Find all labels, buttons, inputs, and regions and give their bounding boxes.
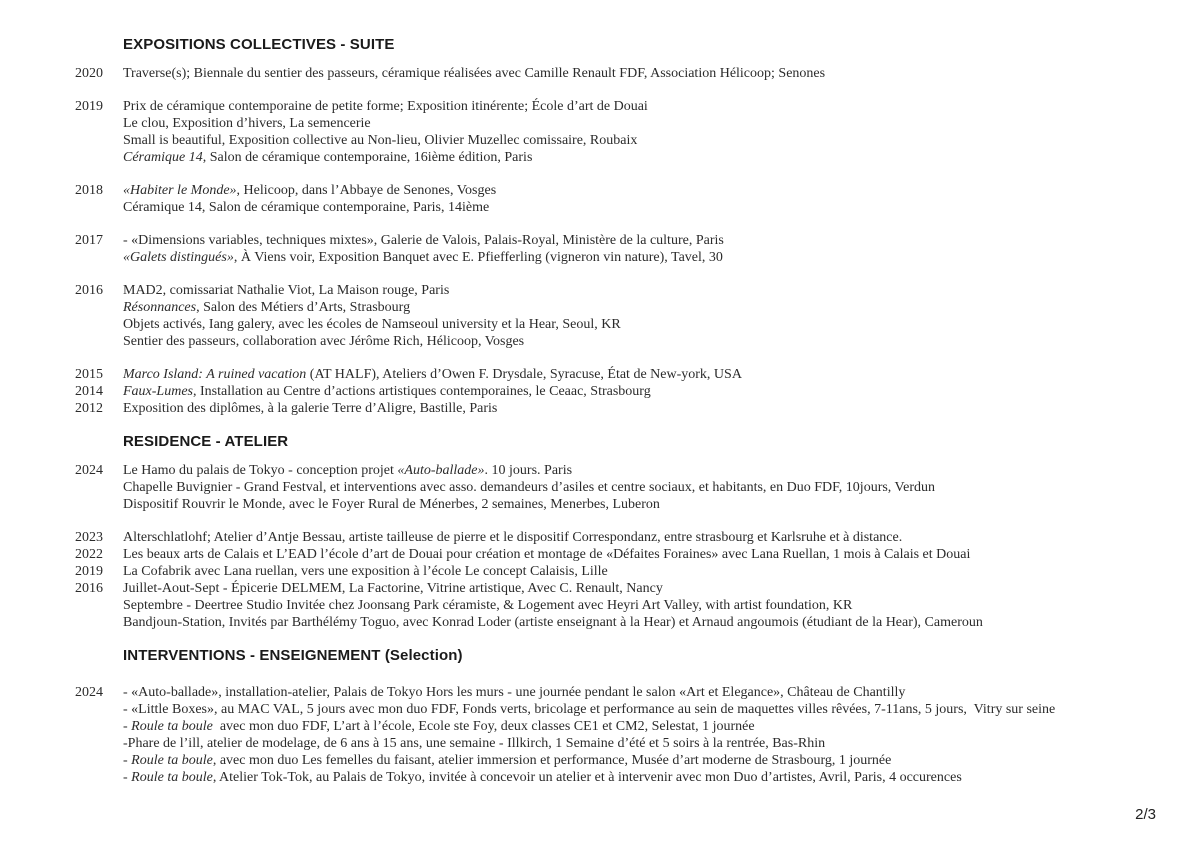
entry-text [123, 701, 1160, 718]
entry-text [123, 316, 1160, 333]
entry-year [75, 316, 123, 333]
entry-text [123, 333, 1160, 350]
entry-text-segment: , À Viens voir, Exposition Banquet avec E. Pfiefferling (vigneron vin nature), Tavel, 30 [233, 250, 723, 265]
entry-block [75, 684, 1160, 786]
entry-text [123, 366, 1160, 383]
entry-row [75, 316, 1160, 333]
entry-text-segment: , avec mon duo Les femelles du faisant, atelier immersion et performance, Musée d’art moderne de Strasbourg, 1 journée [212, 753, 892, 768]
entry-text [123, 735, 1160, 752]
entry-row [75, 98, 1160, 115]
entry-text-segment: - «Little Boxes», au MAC VAL, 5 jours avec mon duo FDF, Fonds verts, bricolage et performance au sein de maquettes villes rêvées, 7-11ans, 5 jours, Vitry sur seine [123, 702, 1056, 717]
entry-year: 2015 [75, 367, 103, 382]
entry-text-segment: Sentier des passeurs, collaboration avec Jérôme Rich, Hélicoop, Vosges [123, 334, 525, 349]
sections-root [75, 36, 1160, 786]
section-title: RESIDENCE - ATELIER [123, 433, 289, 450]
entry-text [123, 115, 1160, 132]
entry-text-italic-segment: Faux-Lumes [123, 384, 193, 399]
entry-year: 2019 [75, 564, 103, 579]
entry-text-segment: , Salon de céramique contemporaine, 16ième édition, Paris [202, 150, 533, 165]
entry-text [123, 546, 1160, 563]
entry-year: 2024 [75, 463, 103, 478]
entry-row [75, 299, 1160, 316]
entry-text-segment: - [123, 719, 132, 734]
entry-text-segment: - [123, 770, 132, 785]
entry-year [75, 735, 123, 752]
entry-row [75, 462, 1160, 479]
entry-row [75, 149, 1160, 166]
entry-row [75, 563, 1160, 580]
section-title: EXPOSITIONS COLLECTIVES - SUITE [123, 36, 395, 53]
entry-text-italic-segment: «Habiter le Monde» [123, 183, 237, 198]
entry-text-italic-segment: Roule ta boule [131, 770, 213, 785]
document-section [75, 36, 1160, 417]
entry-row [75, 366, 1160, 383]
entry-year [75, 199, 123, 216]
entry-row [75, 496, 1160, 513]
entry-text-segment: Small is beautiful, Exposition collective au Non-lieu, Olivier Muzellec comissaire, Roubaix [123, 133, 638, 148]
entry-text [123, 752, 1160, 769]
entry-year [75, 249, 123, 266]
entry-text-segment: , Atelier Tok-Tok, au Palais de Tokyo, invitée à concevoir un atelier et à intervenir avec mon Duo d’artistes, Avril, Paris, 4 occurences [212, 770, 962, 785]
entry-block [75, 182, 1160, 216]
entry-block [75, 232, 1160, 266]
section-title: INTERVENTIONS - ENSEIGNEMENT (Selection) [123, 647, 463, 664]
entry-text-segment: Céramique 14, Salon de céramique contemporaine, Paris, 14ième [123, 200, 490, 215]
entry-row [75, 333, 1160, 350]
entry-text [123, 282, 1160, 299]
entry-block [75, 65, 1160, 82]
entry-text [123, 132, 1160, 149]
document-section [75, 647, 1160, 786]
entry-year [75, 614, 123, 631]
entry-year [75, 333, 123, 350]
entry-row [75, 769, 1160, 786]
entry-row [75, 529, 1160, 546]
entry-row [75, 614, 1160, 631]
entry-year [75, 769, 123, 786]
entry-text [123, 232, 1160, 249]
entry-text [123, 479, 1160, 496]
entry-text-segment: , Installation au Centre d’actions artistiques contemporaines, le Ceaac, Strasbourg [193, 384, 651, 399]
entry-text [123, 684, 1160, 701]
entry-text-italic-segment: Roule ta boule [131, 719, 213, 734]
entry-row [75, 199, 1160, 216]
entry-row [75, 115, 1160, 132]
entry-text [123, 769, 1160, 786]
entry-text-segment: Dispositif Rouvrir le Monde, avec le Foyer Rural de Ménerbes, 2 semaines, Menerbes, Luberon [123, 497, 660, 512]
entry-text-segment: La Cofabrik avec Lana ruellan, vers une exposition à l’école Le concept Calaisis, Lille [123, 564, 608, 579]
entry-row [75, 718, 1160, 735]
entry-text [123, 614, 1160, 631]
entry-text-italic-segment: Marco Island: A ruined vacation [123, 367, 307, 382]
entry-text-segment: Traverse(s); Biennale du sentier des passeurs, céramique réalisées avec Camille Renault FDF, Association Hélicoop; Senones [123, 66, 826, 81]
entry-text [123, 563, 1160, 580]
entry-text-segment: Juillet-Aout-Sept - Épicerie DELMEM, La Factorine, Vitrine artistique, Avec C. Renault, Nancy [123, 581, 663, 596]
entry-year [75, 299, 123, 316]
entry-row [75, 546, 1160, 563]
entry-year: 2016 [75, 283, 103, 298]
entry-year: 2014 [75, 384, 103, 399]
entry-text [123, 149, 1160, 166]
entry-text-segment: , Salon des Métiers d’Arts, Strasbourg [196, 300, 411, 315]
entry-text [123, 400, 1160, 417]
entry-text-segment: . 10 jours. Paris [484, 463, 573, 478]
entry-row [75, 232, 1160, 249]
entry-text-segment: avec mon duo FDF, L’art à l’école, Ecole ste Foy, deux classes CE1 et CM2, Selestat, 1 journée [212, 719, 755, 734]
entry-text-italic-segment: «Auto-ballade» [397, 463, 485, 478]
entry-text-segment: Exposition des diplômes, à la galerie Terre d’Aligre, Bastille, Paris [123, 401, 498, 416]
entry-text-segment: Prix de céramique contemporaine de petite forme; Exposition itinérente; École d’art de Douai [123, 99, 648, 114]
entry-year [75, 718, 123, 735]
entry-text [123, 199, 1160, 216]
entry-text-segment: - «Dimensions variables, techniques mixtes», Galerie de Valois, Palais-Royal, Ministère de la culture, Paris [123, 233, 724, 248]
entry-year [75, 701, 123, 718]
entry-text [123, 529, 1160, 546]
entry-text [123, 98, 1160, 115]
entry-text [123, 249, 1160, 266]
page-number: 2/3 [1135, 806, 1156, 823]
entry-row [75, 701, 1160, 718]
entry-year: 2012 [75, 401, 103, 416]
entry-year: 2024 [75, 685, 103, 700]
entry-text-segment: - «Auto-ballade», installation-atelier, Palais de Tokyo Hors les murs - une journée pendant le salon «Art et Elegance», Château de Chantilly [123, 685, 906, 700]
entry-year: 2016 [75, 581, 103, 596]
entry-row [75, 684, 1160, 701]
entry-block [75, 462, 1160, 513]
entry-text [123, 462, 1160, 479]
document-section [75, 433, 1160, 631]
entry-block [75, 529, 1160, 631]
entry-text [123, 597, 1160, 614]
entry-year: 2019 [75, 99, 103, 114]
entry-text-italic-segment: Résonnances [123, 300, 197, 315]
entry-block [75, 366, 1160, 417]
entry-text [123, 299, 1160, 316]
entry-text-segment: Le clou, Exposition d’hivers, La semencerie [123, 116, 371, 131]
entry-year: 2017 [75, 233, 103, 248]
entry-row [75, 249, 1160, 266]
entry-text-segment: Le Hamo du palais de Tokyo - conception projet [123, 463, 398, 478]
entry-year [75, 132, 123, 149]
entry-text-segment: (AT HALF), Ateliers d’Owen F. Drysdale, Syracuse, État de New-york, USA [306, 367, 742, 382]
entry-year [75, 479, 123, 496]
entry-text-segment: Chapelle Buvignier - Grand Festval, et interventions avec asso. demandeurs d’asiles et centre sociaux, et habitants, en Duo FDF, 10jours, Verdun [123, 480, 935, 495]
entry-year [75, 496, 123, 513]
entry-block [75, 282, 1160, 350]
entry-row [75, 383, 1160, 400]
entry-text [123, 496, 1160, 513]
entry-row [75, 580, 1160, 597]
entry-row [75, 735, 1160, 752]
entry-row [75, 752, 1160, 769]
entry-year [75, 597, 123, 614]
entry-text-segment: , Helicoop, dans l’Abbaye de Senones, Vosges [236, 183, 497, 198]
entry-text-segment: Objets activés, Iang galery, avec les écoles de Namseoul university et la Hear, Seoul, KR [123, 317, 621, 332]
entry-year: 2022 [75, 547, 103, 562]
entry-text [123, 383, 1160, 400]
entry-year: 2018 [75, 183, 103, 198]
entry-row [75, 597, 1160, 614]
entry-text-segment: Les beaux arts de Calais et L’EAD l’école d’art de Douai pour création et montage de «Défaites Foraines» avec Lana Ruellan, 1 mois à Calais et Douai [123, 547, 971, 562]
entry-row [75, 132, 1160, 149]
entry-text-segment: Alterschlatlohf; Atelier d’Antje Bessau, artiste tailleuse de pierre et le dispositif Correspondanz, entre strasbourg et Karlsruhe et à distance. [123, 530, 903, 545]
entry-text [123, 182, 1160, 199]
entry-text-segment: -Phare de l’ill, atelier de modelage, de 6 ans à 15 ans, une semaine - Illkirch, 1 Semaine d’été et 5 soirs à la rentrée, Bas-Rhin [123, 736, 826, 751]
entry-year [75, 149, 123, 166]
entry-year [75, 115, 123, 132]
entry-text-italic-segment: Roule ta boule [131, 753, 213, 768]
entry-row [75, 65, 1160, 82]
entry-text-italic-segment: Céramique 14 [123, 150, 203, 165]
entry-year: 2023 [75, 530, 103, 545]
entry-text [123, 65, 1160, 82]
entry-row [75, 479, 1160, 496]
entry-row [75, 182, 1160, 199]
entry-text-segment: Septembre - Deertree Studio Invitée chez Joonsang Park céramiste, & Logement avec Heyri Art Valley, with artist foundation, KR [123, 598, 853, 613]
entry-text-segment: MAD2, comissariat Nathalie Viot, La Maison rouge, Paris [123, 283, 450, 298]
entry-row [75, 400, 1160, 417]
entry-text [123, 580, 1160, 597]
entry-text-italic-segment: «Galets distingués» [123, 250, 234, 265]
entry-text-segment: Bandjoun-Station, Invités par Barthélémy Toguo, avec Konrad Loder (artiste enseignant à la Hear) et Arnaud angoumois (étudiant de la Hear), Cameroun [123, 615, 983, 630]
entry-text [123, 718, 1160, 735]
entry-year [75, 752, 123, 769]
entry-year: 2020 [75, 66, 103, 81]
entry-row [75, 282, 1160, 299]
entry-block [75, 98, 1160, 166]
entry-text-segment: - [123, 753, 132, 768]
